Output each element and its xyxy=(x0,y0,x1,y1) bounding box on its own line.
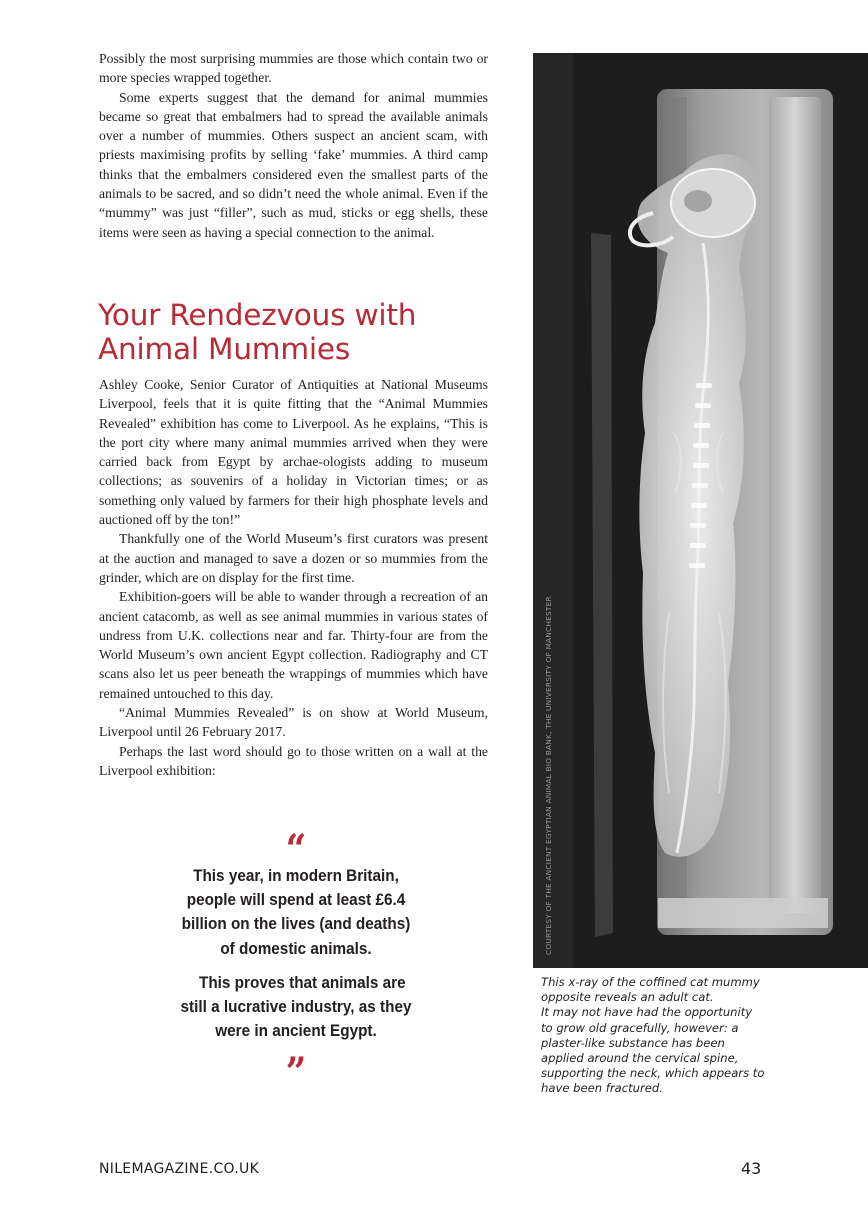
intro-text xyxy=(99,49,488,242)
section-text xyxy=(99,375,488,780)
caption-line-1: This x-ray of the coffined cat mummy opposite reveals an adult cat. xyxy=(541,975,760,1005)
section-paragraph-1: Ashley Cooke, Senior Curator of Antiquities at National Museums Liverpool, feels that it is quite fitting that the “Animal Mummies Revealed” exhibition has come to Liverpool. As he explains, “This is the port city where many animal mummies arrived when they were carried back from Egypt by archae-ologists adding to museum collections; as souvenirs of a holiday in Victorian times; or as something only valued by farmers for their high phosphate levels and auctioned off by the ton!” xyxy=(99,377,488,528)
cat-mummy-xray-illustration xyxy=(533,53,868,968)
intro-paragraph-2: Some experts suggest that the demand for animal mummies became so great that embalmers had to spread the available animals over a number of mummies. Others suspect an ancient scam, with priests maximising profits by selling ‘fake’ mummies. A third camp thinks that the embalmers considered even the smallest parts of the animals to be sacred, and so didn’t need the whole animal. Even if the “mummy” was just “filler”, such as mud, sticks or egg shells, these items were seen as having a special connection to the animal. xyxy=(99,89,488,240)
close-quote-icon: ” xyxy=(285,1049,307,1097)
image-caption xyxy=(541,975,766,1097)
image-credit: COURTESY OF THE ANCIENT EGYPTIAN ANIMAL BIO BANK, THE UNIVERSITY OF MANCHESTER xyxy=(544,596,553,955)
caption-line-2: It may not have had the opportunity to grow old gracefully, however: a plaster-like substance has been applied around the cervical spine, supporting the neck, which appears to have been fractured. xyxy=(541,1005,765,1096)
page-number: 43 xyxy=(741,1159,762,1178)
section-paragraph-3: Exhibition-goers will be able to wander through a recreation of an ancient catacomb, as well as see animal mummies in various states of undress from U.K. collections near and far. Thirty-four are from the World Museum’s own ancient Egypt collection. Radiography and CT scans also let us peer beneath the wrappings of mummies which have remained untouched to this day. xyxy=(99,589,488,701)
footer-website: NILEMAGAZINE.CO.UK xyxy=(99,1161,260,1177)
intro-paragraph-1: Possibly the most surprising mummies are those which contain two or more species wrapped together. xyxy=(99,51,488,86)
pull-quote xyxy=(174,826,419,1097)
section-heading xyxy=(98,298,498,366)
pull-quote-text-1: This year, in modern Britain, people will spend at least £6.4 billion on the lives (and deaths) of domestic animals. xyxy=(181,866,411,958)
section-paragraph-5: Perhaps the last word should go to those written on a wall at the Liverpool exhibition: xyxy=(99,743,488,778)
section-heading-line-2: Animal Mummies xyxy=(98,332,350,366)
open-quote-icon: “ xyxy=(285,826,307,873)
xray-image xyxy=(533,53,868,968)
cat-skull xyxy=(671,169,755,237)
coffin-side-board xyxy=(769,97,821,913)
section-paragraph-2: Thankfully one of the World Museum’s first curators was present at the auction and managed to save a dozen or so mummies from the grinder, which are on display for the first time. xyxy=(99,531,488,585)
section-heading-line-1: Your Rendezvous with xyxy=(98,298,417,332)
pull-quote-text-2: This proves that animals are still a lucrative industry, as they were in ancient Egypt. xyxy=(180,972,412,1041)
section-paragraph-4: “Animal Mummies Revealed” is on show at World Museum, Liverpool until 26 February 2017. xyxy=(99,705,488,740)
